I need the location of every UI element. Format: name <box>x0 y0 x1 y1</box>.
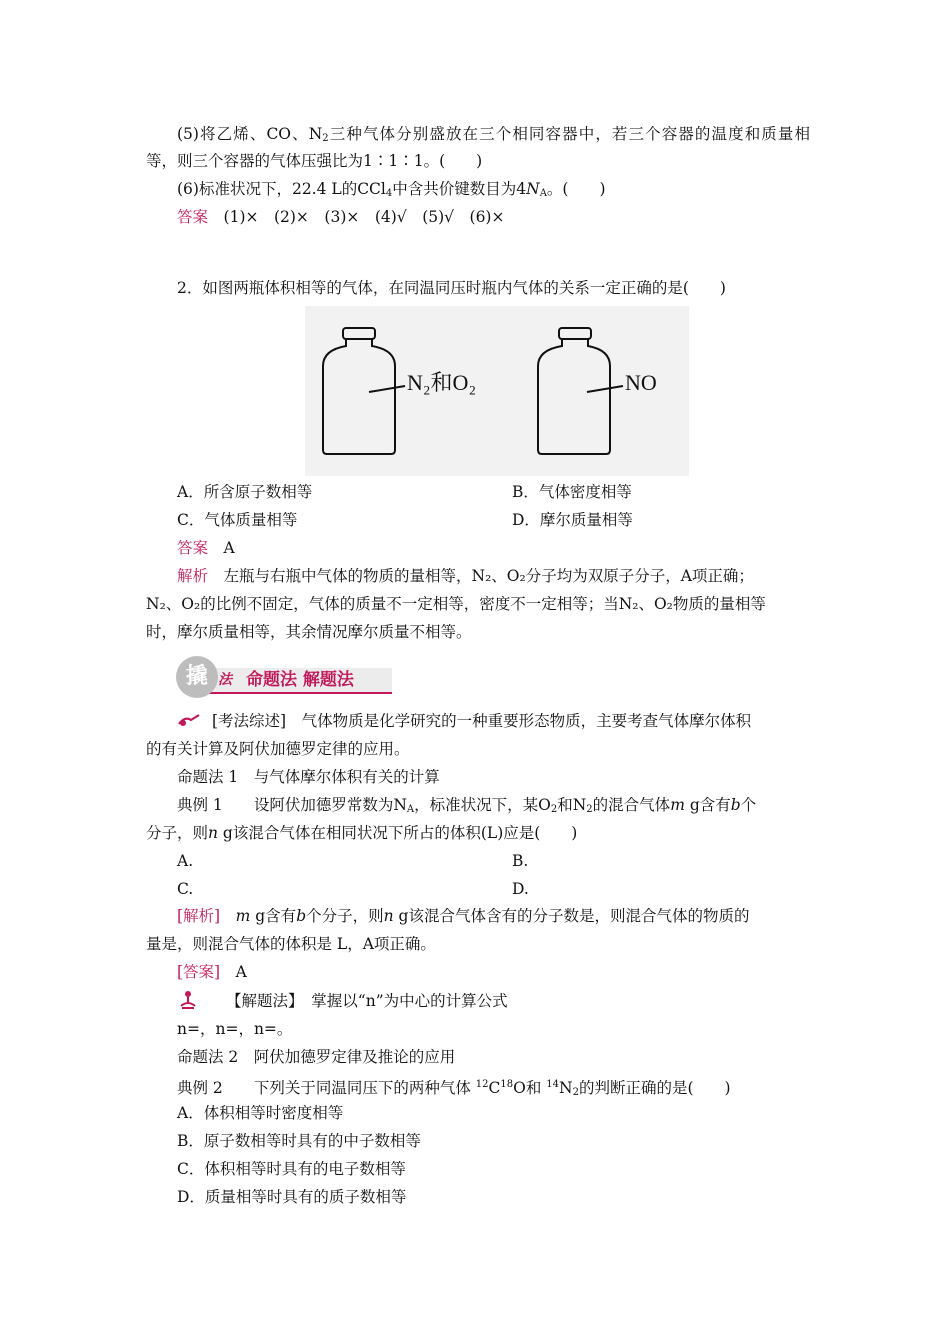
example1-option-a: A. <box>177 852 194 870</box>
q2-analysis-line3: 时，摩尔质量相等，其余情况摩尔质量不相等。 <box>146 623 472 641</box>
answer-label: 答案 <box>177 208 209 226</box>
q1-item5-line1: (5)将乙烯、CO、$N_2$三种气体分别盛放在三个相同容器中，若三个容器的温度和质量相 <box>177 125 810 144</box>
q2-analysis-line1: 解析 左瓶与右瓶中气体的物质的量相等，N₂、O₂分子均为双原子分子，A项正确； <box>177 567 754 585</box>
meditation-icon <box>178 990 198 1010</box>
example1-analysis-line1: [解析] m g含有b个分子，则n g该混合气体含有的分子数是，则混合气体的物质的 <box>177 907 750 925</box>
example2-option-d: D．质量相等时具有的质子数相等 <box>177 1188 407 1206</box>
method2-title: 命题法 2 阿伏加德罗定律及推论的应用 <box>177 1048 456 1066</box>
left-bottle <box>323 328 405 454</box>
example1-option-b: B. <box>512 852 529 870</box>
example2-stem: 典例 2 下列关于同温同压下的两种气体 $^{12}C^{18}O$和 $^{14}N_2$的判断正确的是( ) <box>177 1079 731 1098</box>
q1-item5-line2: 等，则三个容器的气体压强比为1∶1∶1。( ) <box>146 152 483 170</box>
bottles-figure <box>305 306 689 476</box>
example1-line1: 典例 1 设阿伏加德罗常数为$N_A$，标准状况下，某$O_2$和$N_2$的混合气体m g含有b个 <box>177 796 757 815</box>
analysis-label: 解析 <box>177 567 209 585</box>
section-banner <box>176 656 392 700</box>
tip-formulas: n=，n=，n=。 <box>177 1020 293 1038</box>
method1-title: 命题法 1 与气体摩尔体积有关的计算 <box>177 768 440 786</box>
right-bottle-label: NO <box>625 370 657 395</box>
example1-option-d: D. <box>512 880 529 898</box>
banner-title: 命题法 解题法 <box>246 670 354 690</box>
example2-option-a: A．体积相等时密度相等 <box>177 1104 344 1122</box>
q1-answer: 答案 (1)× (2)× (3)× (4)√ (5)√ (6)× <box>177 208 505 226</box>
tip-line: 【解题法】 掌握以“n”为中心的计算公式 <box>226 992 508 1010</box>
example1-analysis-line2: 量是，则混合气体的体积是 L，A项正确。 <box>146 935 436 953</box>
q1-item6: (6)标准状况下，22.4 L的CCl$_4$中含共价键数目为$4N_A$。( ) <box>177 180 606 199</box>
q2-answer: 答案 A <box>177 539 235 557</box>
example1-line2: 分子，则n g该混合气体在相同状况下所占的体积(L)应是( ) <box>146 824 578 842</box>
example1-answer: [答案] A <box>177 963 247 981</box>
pen-hand-icon <box>177 712 201 728</box>
left-bottle-label: N₂和O₂ <box>407 370 477 395</box>
summary-line2: 的有关计算及阿伏加德罗定律的应用。 <box>146 740 410 758</box>
analysis-label: [解析] <box>177 907 221 925</box>
q2-stem: 2．如图两瓶体积相等的气体，在同温同压时瓶内气体的关系一定正确的是( ) <box>177 279 726 297</box>
q2-option-a: A．所含原子数相等 <box>177 483 313 501</box>
q2-option-c: C．气体质量相等 <box>177 511 298 529</box>
answer-label: 答案 <box>177 539 209 557</box>
right-bottle <box>538 328 623 454</box>
banner-seal-icon: 撬 <box>176 656 218 698</box>
example2-option-c: C．体积相等时具有的电子数相等 <box>177 1160 406 1178</box>
q2-analysis-line2: N₂、O₂的比例不固定，气体的质量不一定相等，密度不一定相等；当N₂、O₂物质的量相等 <box>146 595 766 613</box>
summary-line1: [考法综述] 气体物质是化学研究的一种重要形态物质，主要考查气体摩尔体积 <box>212 712 752 730</box>
answer-label: [答案] <box>177 963 221 981</box>
q2-option-b: B．气体密度相等 <box>512 483 632 501</box>
q2-option-d: D．摩尔质量相等 <box>512 511 633 529</box>
example2-option-b: B．原子数相等时具有的中子数相等 <box>177 1132 421 1150</box>
banner-word: 法 <box>218 672 232 688</box>
example1-option-c: C. <box>177 880 194 898</box>
